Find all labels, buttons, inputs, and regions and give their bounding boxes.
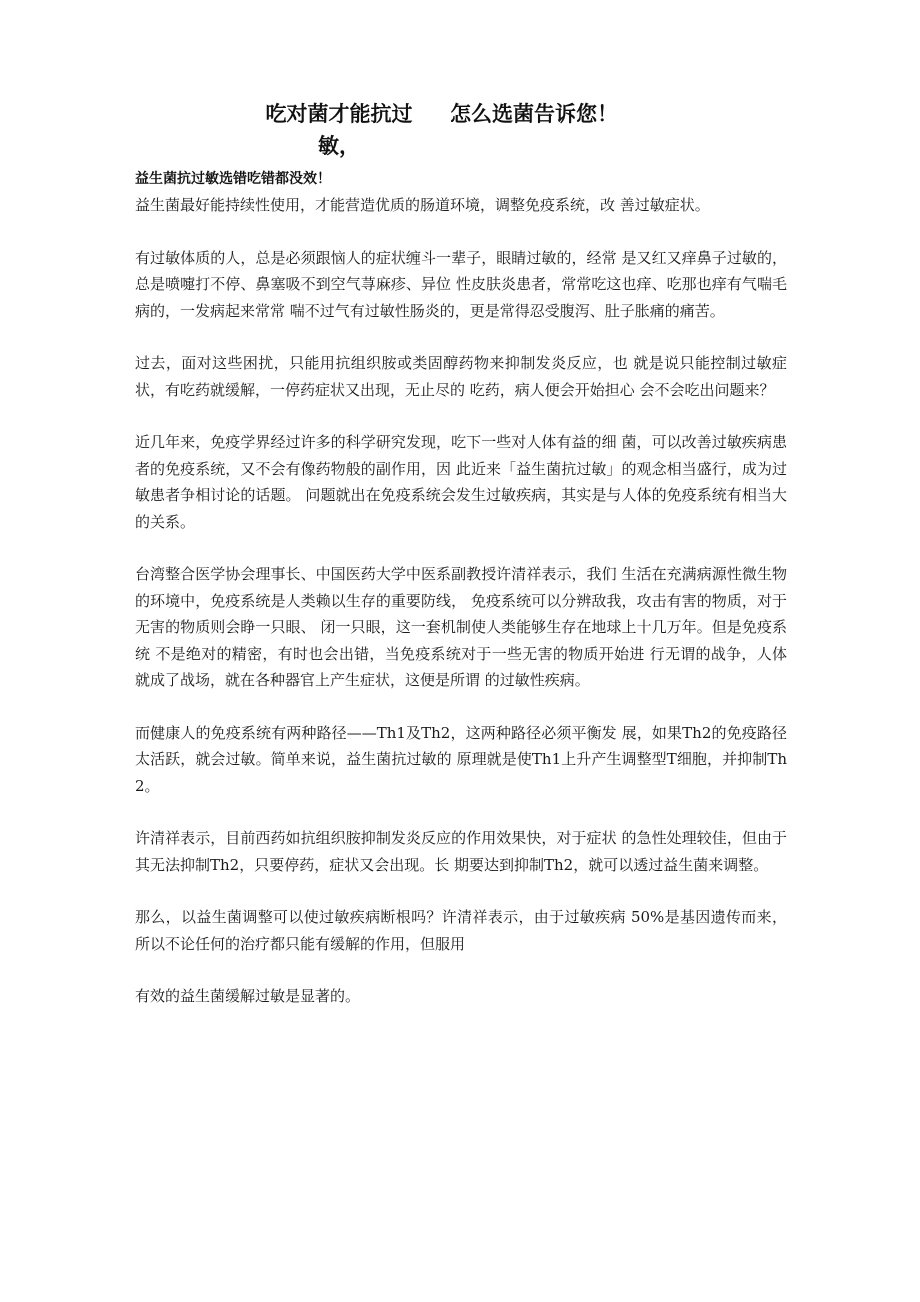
title-left-part: 吃对菌才能抗过敏， [265, 102, 413, 158]
paragraph-8: 那么，以益生菌调整可以使过敏疾病断根吗？许清祥表示，由于过敏疾病 50%是基因遗传而来，所以不论任何的治疗都只能有缓解的作用，但服用 [135, 908, 787, 953]
paragraph-5: 台湾整合医学协会理事长、中国医药大学中医系副教授许清祥表示，我们 生活在充满病源性微生物的环境中，免疫系统是人类赖以生存的重要防线， 免疫系统可以分辨敌我，攻击有害的物质，对于无害的物质则会睁一只眼、 闭一只眼，这一套机制使人类能够生存在地球上十几万年。但是免疫系统 不是绝对的精密，有时也会出错，当免疫系统对于一些无害的物质开始进 行无谓的战争，人体就成了战场，就在各种器官上产生症状，这便是所谓 的过敏性疾病。 [135, 565, 787, 689]
paragraph-9: 有效的益生菌缓解过敏是显著的。 [135, 987, 361, 1005]
paragraph-3: 过去，面对这些困扰，只能用抗组织胺或类固醇药物来抑制发炎反应，也 就是说只能控制过敏症状，有吃药就缓解，一停药症状又出现，无止尽的 吃药，病人便会开始担心 会不会吃出问题来？ [135, 354, 787, 399]
article-body [135, 166, 787, 1036]
paragraph-7: 许清祥表示，目前西药如抗组织胺抑制发炎反应的作用效果快，对于症状 的急性处理较佳，但由于其无法抑制Th2，只要停药，症状又会出现。长 期要达到抑制Th2，就可以透过益生菌来调整。 [135, 829, 787, 874]
section-subheading: 益生菌抗过敏选错吃错都没效！ [135, 171, 331, 187]
paragraph-1: 益生菌最好能持续性使用，才能营造优质的肠道环境，调整免疫系统，改 善过敏症状。 [135, 196, 710, 214]
paragraph-4: 近几年来，免疫学界经过许多的科学研究发现，吃下一些对人体有益的细 菌，可以改善过敏疾病患者的免疫系统，又不会有像药物般的副作用，因 此近来「益生菌抗过敏」的观念相当盛行，成为过敏患者争相讨论的话题。 问题就出在免疫系统会发生过敏疾病，其实是与人体的免疫系统有相当大 的关系。 [135, 433, 787, 531]
paragraph-2: 有过敏体质的人，总是必须跟恼人的症状缠斗一辈子，眼睛过敏的，经常 是又红又痒鼻子过敏的，总是喷嚏打不停、鼻塞吸不到空气荨麻疹、异位 性皮肤炎患者，常常吃这也痒、吃那也痒有气喘毛病的，一发病起来常常 喘不过气有过敏性肠炎的，更是常得忍受腹泻、肚子胀痛的痛苦。 [135, 248, 787, 320]
title-right-part: 怎么选菌告诉您！ [450, 102, 618, 126]
paragraph-6: 而健康人的免疫系统有两种路径——Th1及Th2，这两种路径必须平衡发 展，如果Th2的免疫路径太活跃，就会过敏。简单来说，益生菌抗过敏的 原理就是使Th1上升产生调整型T细胞，并抑制Th2。 [135, 723, 787, 795]
